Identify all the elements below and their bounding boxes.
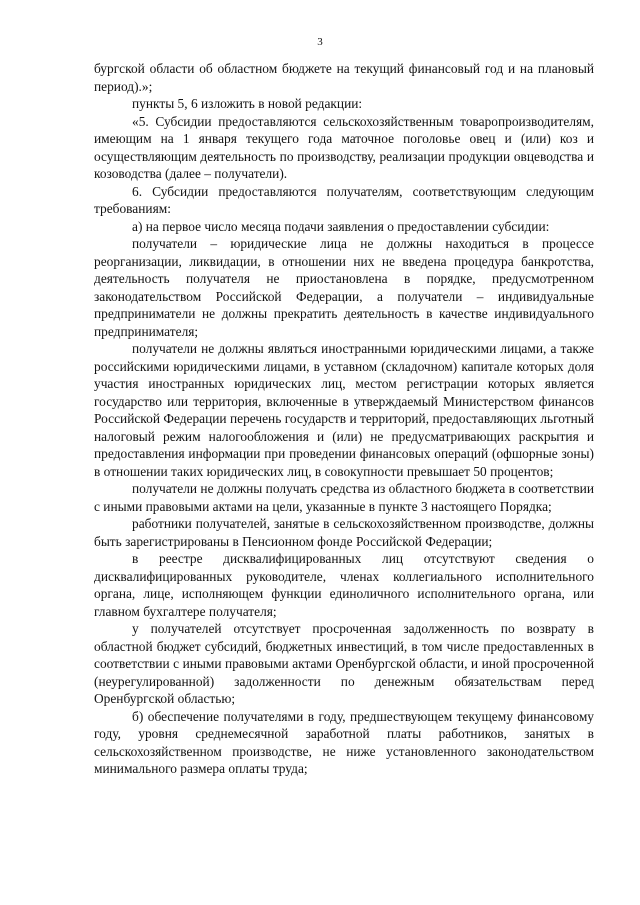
paragraph: у получателей отсутствует просроченная задолженность по возврату в областной бюджет субсидий, бюджетных инвестиций, в том числе предоставленных в соответствии с иными правовыми актами Оренбургской области, и иной просроченной (неурегулированной) задолженности по денежным обязательствам перед Оренбургской областью; bbox=[94, 621, 594, 706]
paragraph: получатели не должны являться иностранными юридическими лицами, а также российскими юридическими лицами, в уставном (складочном) капитале которых доля участия иностранных юридических лиц, местом регистрации которых является государство или территория, включенные в утверждаемый Министерством финансов Российской Федерации перечень государств и территорий, предоставляющих льготный налоговый режим налогообложения и (или) не предусматривающих раскрытия и предоставления информации при проведении финансовых операций (офшорные зоны) в отношении таких юридических лиц, в совокупности превышает 50 процентов; bbox=[94, 341, 594, 479]
paragraph: в реестре дисквалифицированных лиц отсутствуют сведения о дисквалифицированных руководителе, членах коллегиального исполнительного органа, лице, исполняющем функции единоличного исполнительного органа, или главном бухгалтере получателя; bbox=[94, 551, 594, 619]
paragraph: б) обеспечение получателями в году, предшествующем текущему финансовому году, уровня среднемесячной заработной платы работников, занятых в сельскохозяйственном производстве, не ниже установленного законодательством минимального размера оплаты труда; bbox=[94, 708, 594, 776]
paragraph: получатели не должны получать средства из областного бюджета в соответствии с иными правовыми актами на цели, указанные в пункте 3 настоящего Порядка; bbox=[94, 481, 594, 514]
document-body bbox=[94, 60, 594, 778]
paragraph: пункты 5, 6 изложить в новой редакции: bbox=[132, 96, 363, 111]
paragraph: а) на первое число месяца подачи заявления о предоставлении субсидии: bbox=[132, 218, 550, 234]
page-number: 3 bbox=[317, 36, 323, 48]
paragraph: 6. Субсидии предоставляются получателям, соответствующим следующим требованиям: bbox=[94, 183, 594, 216]
paragraph: работники получателей, занятые в сельскохозяйственном производстве, должны быть зарегистрированы в Пенсионном фонде Российской Федерации; bbox=[94, 516, 594, 549]
paragraph: «5. Субсидии предоставляются сельскохозяйственным товаропроизводителям, имеющим на 1 января текущего года маточное поголовье овец и (или) коз и осуществляющим деятельность по производству, реализации продукции овцеводства и козоводства (далее – получатели). bbox=[94, 113, 594, 181]
paragraph: бургской области об областном бюджете на текущий финансовый год и на плановый период).»; bbox=[94, 61, 594, 94]
paragraph: получатели – юридические лица не должны находиться в процессе реорганизации, ликвидации, в отношении них не введена процедура банкротства, деятельность получателя не приостановлена в порядке, предусмотренном законодательством Российской Федерации, а получатели – индивидуальные предприниматели не должны прекратить деятельность в качестве индивидуального предпринимателя; bbox=[94, 236, 594, 339]
